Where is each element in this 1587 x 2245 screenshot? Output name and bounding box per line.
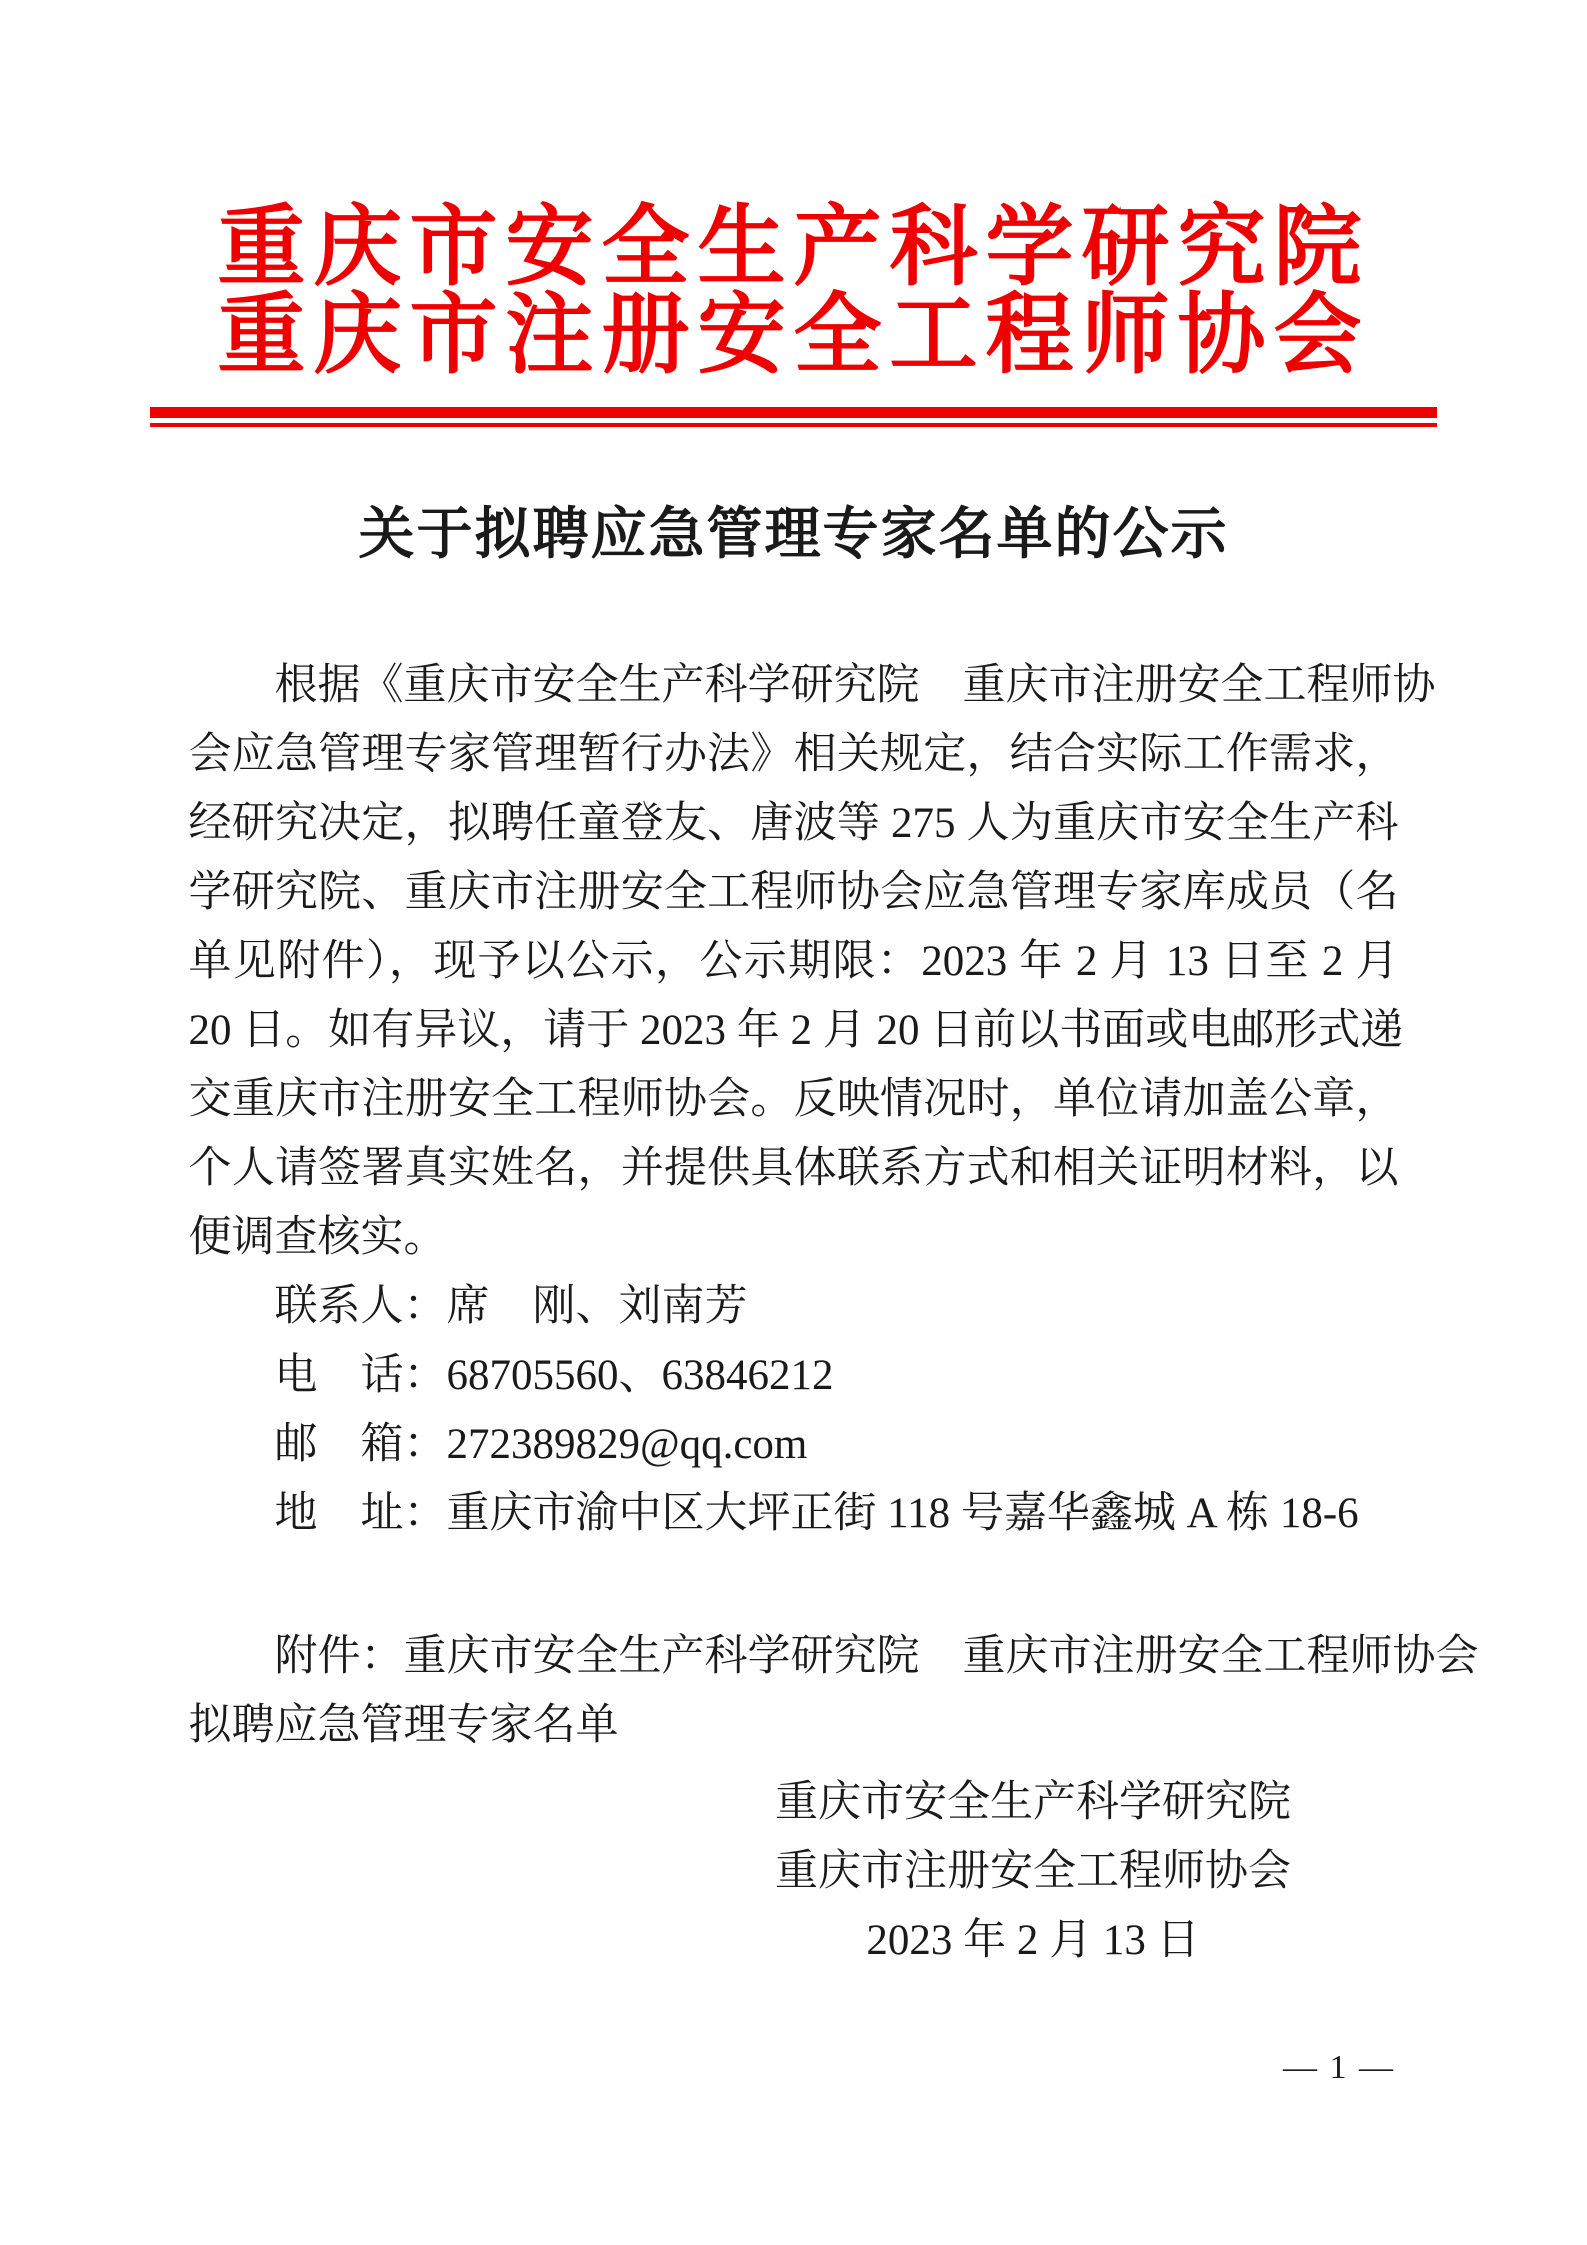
contact-row-email — [275, 1410, 1399, 1479]
red-double-rule — [150, 407, 1437, 427]
body-line: 经研究决定，拟聘任童登友、唐波等 275 人为重庆市安全生产科 — [188, 800, 1399, 847]
body-line: 根据《重庆市安全生产科学研究院 重庆市注册安全工程师协 — [274, 662, 1436, 709]
contact-label: 联系人： — [274, 1283, 447, 1330]
contact-block — [275, 1272, 1399, 1548]
letterhead-line-2: 重庆市注册安全工程师协会 — [217, 288, 1370, 385]
contact-value: 重庆市渝中区大坪正街 118 号嘉华鑫城 A 栋 18-6 — [446, 1490, 1359, 1537]
notice-title: 关于拟聘应急管理专家名单的公示 — [358, 504, 1229, 566]
rule-thick-line — [150, 407, 1437, 418]
contact-value: 68705560、63846212 — [446, 1352, 834, 1399]
page-number: — 1 — — [1283, 2049, 1395, 2086]
contact-row-person — [275, 1272, 1399, 1341]
contact-label: 地 址： — [274, 1490, 447, 1537]
body-line: 便调查核实。 — [188, 1214, 447, 1261]
contact-row-address — [275, 1479, 1399, 1548]
contact-label: 邮 箱： — [274, 1421, 447, 1468]
signature-org-1: 重庆市安全生产科学研究院 — [775, 1779, 1291, 1826]
body-line: 会应急管理专家管理暂行办法》相关规定，结合实际工作需求， — [188, 731, 1399, 778]
attachment-block — [188, 1622, 1479, 1760]
body-line: 个人请签署真实姓名，并提供具体联系方式和相关证明材料，以 — [188, 1145, 1399, 1192]
body-line: 单见附件），现予以公示，公示期限：2023 年 2 月 13 日至 2 月 — [188, 938, 1399, 985]
letterhead-line-1: 重庆市安全生产科学研究院 — [217, 200, 1370, 297]
body-line: 20 日。如有异议，请于 2023 年 2 月 20 日前以书面或电邮形式递 — [188, 1007, 1404, 1054]
contact-label: 电 话： — [274, 1352, 447, 1399]
body-line: 学研究院、重庆市注册安全工程师协会应急管理专家库成员（名 — [188, 869, 1399, 916]
letterhead — [0, 0, 1587, 385]
contact-value: 272389829@qq.com — [446, 1421, 808, 1468]
body-line: 交重庆市注册安全工程师协会。反映情况时，单位请加盖公章， — [188, 1076, 1399, 1123]
contact-value: 席 刚、刘南芳 — [446, 1283, 748, 1330]
attachment-line-1: 附件：重庆市安全生产科学研究院 重庆市注册安全工程师协会 — [274, 1633, 1479, 1680]
signature-block — [775, 1768, 1291, 1975]
contact-row-phone — [275, 1341, 1399, 1410]
notice-body — [188, 651, 1479, 1760]
rule-thin-line — [150, 423, 1437, 427]
signature-org-2: 重庆市注册安全工程师协会 — [775, 1848, 1291, 1895]
signature-date: 2023 年 2 月 13 日 — [866, 1917, 1200, 1964]
attachment-line-2: 拟聘应急管理专家名单 — [188, 1702, 619, 1749]
